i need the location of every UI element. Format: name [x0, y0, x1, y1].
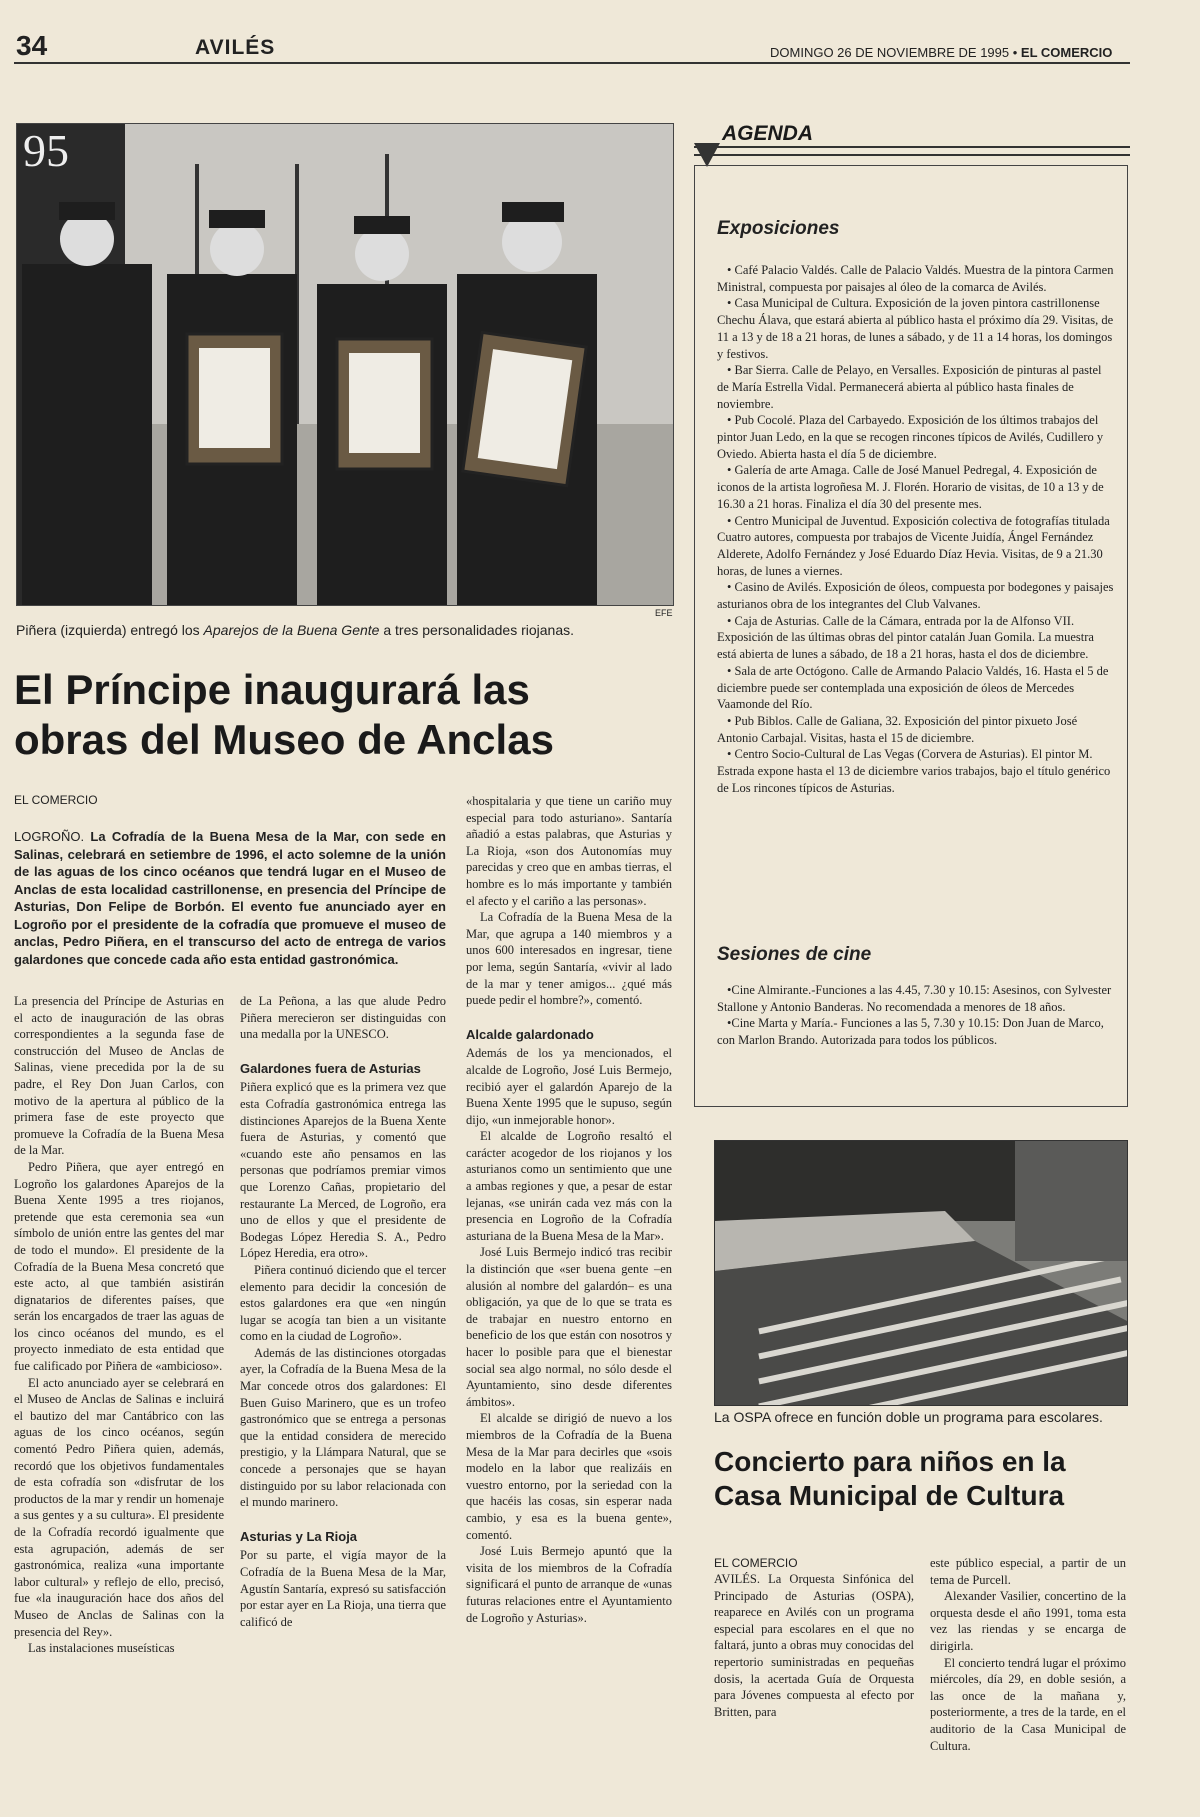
agenda-box: [694, 165, 1128, 1107]
headline-line-1: El Príncipe inaugurará las: [14, 666, 530, 713]
photo-credit: EFE: [655, 608, 673, 618]
story-column-1: [14, 993, 224, 1657]
paragraph: Alexander Vasilier, concertino de la orquesta desde el año 1991, toma esta vez las riendas y se encarga de dirigirla.: [930, 1589, 1126, 1653]
agenda-rule: [694, 146, 1130, 156]
paragraph: de La Peñona, a las que alude Pedro Piñera merecieron ser distinguidas con una medalla por la UNESCO.: [240, 994, 446, 1042]
date-text: DOMINGO 26 DE NOVIEMBRE DE 1995 •: [770, 45, 1018, 60]
byline: EL COMERCIO: [14, 793, 98, 807]
paragraph: El alcalde de Logroño resaltó el carácter acogedor de los riojanos y los asturianos como un sentimiento que une a ambas regiones y que, a pesar de estar lejanas, «se unirán cada vez más con la presencia en Logroño de la Cofradía asturiana de la Buena Mesa de la Mar».: [466, 1129, 672, 1243]
paragraph: El acto anunciado ayer se celebrará en el Museo de Anclas de Salinas e incluirá el bautizo del mar Cantábrico con las aguas de los cinco océanos, según comentó Pedro Piñera quien, además, recordó que los objetivos fundamentales de esta cofradía son «disfrutar de los productos de la mar y rendir un homenaje a sus gentes y a su cultura». El presidente de la Cofradía recordó igualmente que esta agrupación, además de ser gastronómica, realiza «una importante labor cultural» y reflejo de ello, precisó, fue «la inauguración hace dos años del Museo de Anclas de Salinas con la presencia del Rey».: [14, 1375, 224, 1639]
paragraph: José Luis Bermejo apuntó que la visita de los miembros de la Cofradía significará el punto de arranque de «unas futuras relaciones entre el Ayuntamiento de Logroño y Asturias».: [466, 1544, 672, 1625]
newspaper-name: EL COMERCIO: [1020, 45, 1113, 60]
agenda-item: • Galería de arte Amaga. Calle de José Manuel Pedregal, 4. Exposición de iconos de la artista logroñesa M. J. Florén. Horario de visitas, de 10 a 13 y de 16.30 a 21 horas. Finaliza el día 30 del presente mes.: [717, 463, 1104, 511]
concert-column-2: [930, 1555, 1126, 1754]
exposiciones-heading: Exposiciones: [717, 218, 840, 239]
lead-paragraph: LOGROÑO. La Cofradía de la Buena Mesa de la Mar, con sede en Salinas, celebrará en setiembre de 1996, el acto solemne de la unión de las aguas de los cinco océanos que tendrá lugar en el Museo de Anclas de esta localidad castrillonense, en presencia del Príncipe de Asturias, Don Felipe de Borbón. El evento fue anunciado ayer en Logroño por el presidente de la cofradía que promueve el museo de anclas, Pedro Piñera, en el transcurso del acto de entrega de varios galardones que concede cada año esta entidad gastronómica.: [14, 829, 446, 967]
award-photo-illustration: [17, 124, 673, 605]
concert-photo-illustration: [715, 1141, 1127, 1405]
section-title: AVILÉS: [195, 36, 276, 59]
agenda-item: • Sala de arte Octógono. Calle de Armando Palacio Valdés, 16. Hasta el 5 de diciembre puede ser contemplada una exposición de óleos de Mercedes Vaamonde del Río.: [717, 663, 1109, 712]
dateline: LOGROÑO.: [14, 829, 85, 844]
agenda-item: • Pub Biblos. Calle de Galiana, 32. Exposición del pintor pixueto José Antonio Carbajal. Visitas, hasta el 15 de diciembre.: [717, 713, 1078, 745]
cine-list: [717, 982, 1115, 1049]
photo-caption: Piñera (izquierda) entregó los Aparejos de la Buena Gente a tres personalidades riojanas.: [16, 622, 575, 638]
concert-photo: [714, 1140, 1128, 1406]
subheading: Alcalde galardonado: [466, 1026, 594, 1042]
agenda-item: •Cine Almirante.-Funciones a las 4.45, 7.30 y 10.15: Asesinos, con Sylvester Stallone y Antonio Banderas. No recomendada a menores de 18 años.: [717, 983, 1112, 1014]
header-rule: [14, 62, 1130, 64]
agenda-item: • Café Palacio Valdés. Calle de Palacio Valdés. Muestra de la pintora Carmen Ministral, compuesta por paisajes al óleo de la comarca de Avilés.: [717, 263, 1114, 294]
paragraph: Además de las distinciones otorgadas ayer, la Cofradía de la Buena Mesa de la Mar concede otros dos galardones: El Buen Guiso Marinero, que es un trofeo gastronómico que se entrega a personas que la entidad considera de merecido prestigio, y la Llámpara Natural, que se concede a personajes que se hayan distinguido por su labor relacionada con el mundo marinero.: [240, 1345, 446, 1510]
paragraph: La Cofradía de la Buena Mesa de la Mar, que agrupa a 140 miembros y a unos 600 interesados en ingresar, tiene por lema, según Santaría, «vivir al lado de la mar y tener amigos... ¿qué más puede pedir el hombre?», comentó.: [466, 910, 672, 1008]
headline-line-2: obras del Museo de Anclas: [14, 716, 554, 763]
subheading: Asturias y La Rioja: [240, 1528, 358, 1544]
paragraph: La presencia del Príncipe de Asturias en el acto de inauguración de las obras correspondientes a la segunda fase de construcción del Museo de Anclas de Salinas, viene precedida por la de su padre, el Rey Don Juan Carlos, con motivo de la apertura al público de la primera fase de este proyecto que promueve la Cofradía de la Buena Mesa de la Mar.: [14, 994, 224, 1158]
cine-heading: Sesiones de cine: [717, 944, 872, 965]
agenda-item: •Cine Marta y María.- Funciones a las 5, 7.30 y 10.15: Don Juan de Marco, con Marlon Brando. Autorizada para todos los públicos.: [717, 1016, 1104, 1048]
agenda-marker-icon: [694, 143, 720, 167]
paragraph: AVILÉS. La Orquesta Sinfónica del Principado de Asturias (OSPA), reaparece en Avilés con un programa especial para escolares en el que no faltará, junto a obras muy conocidas del repertorio suministradas en pequeñas dosis, la acertada Guía de Orquesta para Jóvenes compuesta al efecto por Britten, para: [714, 1572, 914, 1719]
paragraph: José Luis Bermejo indicó tras recibir la distinción que «ser buena gente –en alusión al nombre del galardón– es una obligación, ya que de lo que se trata es de trabajar en nuestro entorno en beneficio de los que están con nosotros y hacer lo posible para que el bienestar social sea algo normal, no sólo desde el Ayuntamiento, sino desde diferentes ámbitos».: [466, 1245, 672, 1409]
headline-line-1: Concierto para niños en la: [714, 1446, 1066, 1477]
headline: [14, 665, 664, 765]
award-photo: [16, 123, 674, 606]
concert-headline: [714, 1445, 1134, 1513]
agenda-item: • Centro Socio-Cultural de Las Vegas (Corvera de Asturias). El pintor M. Estrada expone hasta el 13 de diciembre varios trabajos, bajo el título genérico de Los rincones típicos de Asturias.: [717, 747, 1111, 795]
concert-byline: EL COMERCIO: [714, 1556, 798, 1570]
exposiciones-list: [717, 262, 1115, 797]
paragraph: este público especial, a partir de un tema de Purcell.: [930, 1556, 1126, 1587]
paragraph: El concierto tendrá lugar el próximo miércoles, día 29, en doble sesión, a las once de la mañana y, posteriormente, a tres de la tarde, en el auditorio de la Casa Municipal de Cultura.: [930, 1655, 1126, 1753]
subheading: Galardones fuera de Asturias: [240, 1060, 421, 1076]
agenda-item: • Caja de Asturias. Calle de la Cámara, entrada por la de Alfonso VII. Exposición de las últimas obras del pintor catalán Juan Gomila. La muestra está abierta de lunes a sábado, de 18 a 21 horas, hasta el dos de diciembre.: [717, 613, 1094, 662]
story-column-3: [466, 793, 672, 1626]
paragraph: Además de los ya mencionados, el alcalde de Logroño, José Luis Bermejo, recibió ayer el galardón Aparejo de la Buena Xente 1995 que le supuso, según dijo, «un inmejorable honor».: [466, 1046, 672, 1127]
agenda-item: • Centro Municipal de Juventud. Exposición colectiva de fotografías titulada Cuatro autores, compuesta por trabajos de Vicente Juidía, Ángel Fernández Alderete, Adolfo Fernández y José Eduardo Díaz Hevia. Visitas, de 9 a 21.30 horas, de lunes a viernes.: [717, 513, 1110, 578]
agenda-item: • Casino de Avilés. Exposición de óleos, compuesta por bodegones y paisajes asturianos obra de los integrantes del Club Valvanes.: [717, 580, 1114, 612]
agenda-title: AGENDA: [722, 122, 814, 145]
paragraph: Pedro Piñera, que ayer entregó en Logroño los galardones Aparejos de la Buena Xente 1995 a tres riojanos, pretende que esta ceremonia sea «un símbolo de unión entre las gentes del mar de todo el mundo». El presidente de la Cofradía de la Buena Mesa concretó que este acto, al que también asistirán dignatarios de diferentes países, que serán los encargados de traer las aguas de los cinco océanos del mundo, es el proyecto inmediato de esta entidad que fue calificado por Piñera de «ambicioso».: [14, 1159, 224, 1374]
photo-overlay-number: 95: [23, 125, 69, 176]
concert-column-1: [714, 1571, 914, 1720]
paragraph: Piñera continuó diciendo que el tercer elemento para decidir la concesión de estos galardones era que «en ningún lugar se acogía tan bien a un visitante como en la ciudad de Logroño».: [240, 1262, 446, 1344]
paragraph: Por su parte, el vigía mayor de la Cofradía de la Buena Mesa de la Mar, Agustín Santaría, expresó su satisfacción por estar ayer en La Rioja, una tierra que calificó de: [240, 1548, 446, 1629]
paragraph: «hospitalaria y que tiene un cariño muy especial para todo asturiano». Santaría añadió a estas palabras, que Asturias y La Rioja, «son dos Autonomías muy parecidas y creo que en ambas tierras, el hombre es lo más importante y también el afecto y el cariño a las personas».: [466, 794, 672, 908]
issue-date: [770, 45, 1112, 60]
paragraph: Las instalaciones museísticas: [28, 1641, 175, 1656]
agenda-item: • Casa Municipal de Cultura. Exposición de la joven pintora castrillonense Chechu Álava, que estará abierta al público hasta el próximo día 29. Visitas, de 11 a 13 y de 18 a 21 horas, de lunes a sábado, y de 11 a 14 horas, los domingos y festivos.: [717, 296, 1114, 361]
paragraph: Piñera explicó que es la primera vez que esta Cofradía gastronómica entrega las distinciones Aparejos de la Buena Xente fuera de Asturias, y comentó que «cuando este año pensamos en las personas que podríamos premiar vimos que Lorenzo Cañas, propietario del restaurante La Merced, de Logroño, era uno de ellos y que el presidente de Bodegas López Heredia S. A., Pedro López Heredia, era otro».: [240, 1080, 446, 1261]
headline-line-2: Casa Municipal de Cultura: [714, 1480, 1065, 1511]
page-number: 34: [16, 30, 48, 61]
concert-caption: La OSPA ofrece en función doble un programa para escolares.: [714, 1409, 1103, 1425]
agenda-item: • Pub Cocolé. Plaza del Carbayedo. Exposición de los últimos trabajos del pintor Juan Ledo, en la que se recogen rincones típicos de Avilés, Cudillero y Oviedo. Abierta hasta el día 5 de diciembre.: [717, 413, 1104, 461]
story-column-2: [240, 993, 446, 1630]
paragraph: El alcalde se dirigió de nuevo a los miembros de la Cofradía de la Buena Mesa de la Mar para decirles que «sois modelo en la labor que realizáis en vuestro entorno, por la seriedad con la que hacéis las cosas, sin esperar nada cambio, y esa es la buena gente», comentó.: [466, 1411, 672, 1542]
agenda-item: • Bar Sierra. Calle de Pelayo, en Versalles. Exposición de pinturas al pastel de María Estrella Vidal. Permanecerá abierta al público hasta finales de noviembre.: [717, 363, 1102, 411]
